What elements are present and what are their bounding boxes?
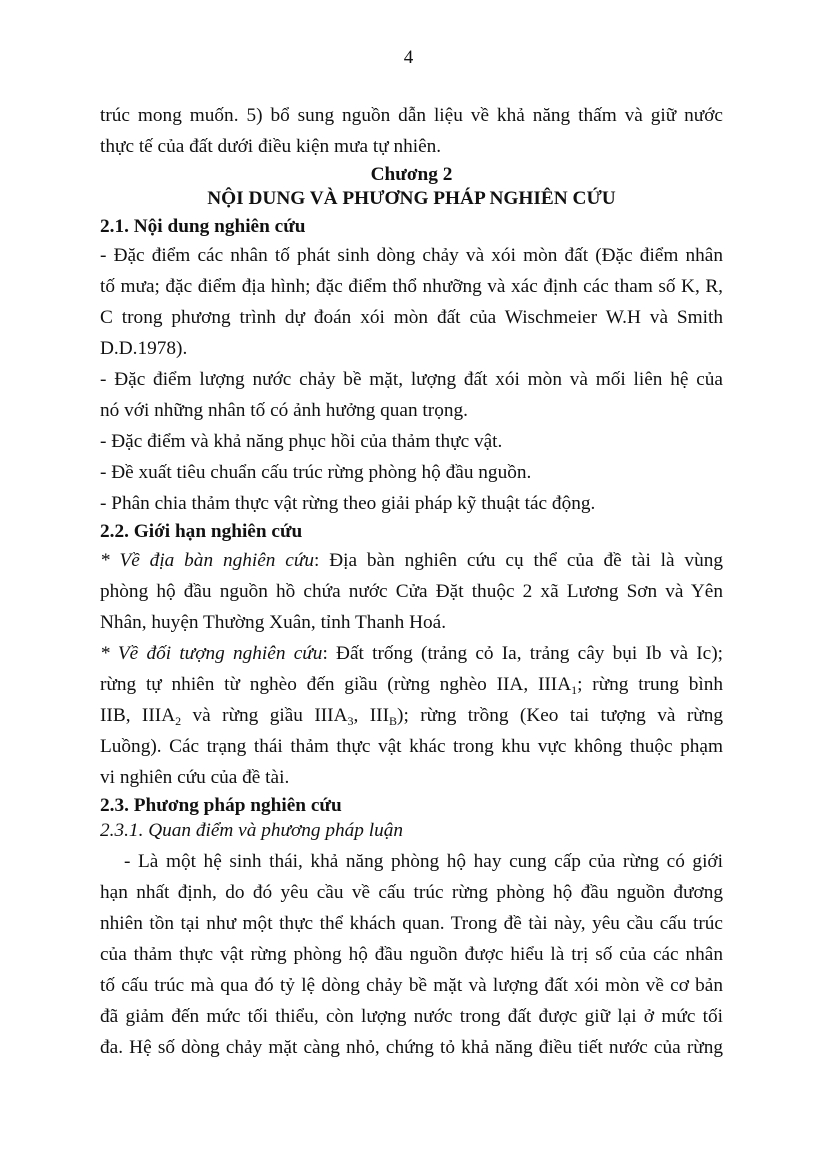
section-heading-2-2: 2.2. Giới hạn nghiên cứu — [100, 521, 303, 542]
intro-line: trúc mong muốn. 5) bổ sung nguồn dẫn liệu về khả năng thấm và giữ nước — [100, 105, 723, 126]
text-run: ; rừng trung bình — [577, 674, 723, 695]
body-line: phòng hộ đầu nguồn hồ chứa nước Cửa Đặt thuộc 2 xã Lương Sơn và Yên — [100, 581, 723, 602]
body-line — [100, 638, 723, 669]
body-line: D.D.1978). — [100, 338, 188, 359]
body-line: - Đề xuất tiêu chuẩn cấu trúc rừng phòng hộ đầu nguồn. — [100, 462, 532, 483]
subscript: B — [389, 714, 398, 728]
body-line — [100, 700, 723, 731]
chapter-label: Chương 2 — [370, 164, 453, 185]
body-line: C trong phương trình dự đoán xói mòn đất của Wischmeier W.H và Smith — [100, 307, 723, 328]
body-line: Luồng). Các trạng thái thảm thực vật khác trong khu vực không thuộc phạm — [100, 736, 723, 757]
chapter-title: NỘI DUNG VÀ PHƯƠNG PHÁP NGHIÊN CỨU — [207, 188, 616, 209]
text-run: IIB, IIIA — [100, 705, 176, 726]
body-line: nó với những nhân tố có ảnh hưởng quan trọng. — [100, 400, 468, 421]
object-text: : Đất trống (trảng cỏ Ia, trảng cây bụi Ib và Ic); — [322, 643, 723, 664]
body-line: - Phân chia thảm thực vật rừng theo giải pháp kỹ thuật tác động. — [100, 493, 596, 514]
area-label: * Về địa bàn nghiên cứu — [100, 550, 314, 571]
body-line: hạn nhất định, do đó yêu cầu về cấu trúc rừng phòng hộ đầu nguồn đương — [100, 882, 723, 903]
body-line: nhiên tồn tại như một thực thể khách quan. Trong đề tài này, yêu cầu cấu trúc — [100, 913, 723, 934]
text-run: , III — [353, 705, 390, 726]
body-line — [100, 669, 723, 700]
subscript: 1 — [571, 683, 578, 697]
area-text: : Địa bàn nghiên cứu cụ thể của đề tài là vùng — [314, 550, 723, 571]
page-number: 4 — [403, 47, 414, 68]
subscript: 3 — [347, 714, 354, 728]
document-body — [100, 100, 723, 1063]
body-line: tố cấu trúc mà qua đó tỷ lệ dòng chảy bề mặt và lượng đất xói mòn về cơ bản — [100, 975, 723, 996]
body-line: tố mưa; đặc điểm địa hình; đặc điểm thổ nhưỡng và xác định các tham số K, R, — [100, 276, 723, 297]
section-heading-2-3: 2.3. Phương pháp nghiên cứu — [100, 795, 342, 816]
body-line: - Đặc điểm các nhân tố phát sinh dòng chảy và xói mòn đất (Đặc điểm nhân — [100, 245, 723, 266]
body-line: Nhân, huyện Thường Xuân, tỉnh Thanh Hoá. — [100, 612, 447, 633]
text-run: ); rừng trồng (Keo tai tượng và rừng — [397, 705, 724, 726]
body-line: đa. Hệ số dòng chảy mặt càng nhỏ, chứng tỏ khả năng điều tiết nước của rừng — [100, 1037, 723, 1058]
body-line: đã giảm đến mức tối thiểu, còn lượng nước trong đất được giữ lại ở mức tối — [100, 1006, 723, 1027]
section-heading-2-1: 2.1. Nội dung nghiên cứu — [100, 216, 306, 237]
body-line: - Là một hệ sinh thái, khả năng phòng hộ hay cung cấp của rừng có giới — [124, 851, 723, 872]
body-line: của thảm thực vật rừng phòng hộ đầu nguồn được hiểu là trị số của các nhân — [100, 944, 723, 965]
text-run: rừng tự nhiên từ nghèo đến giầu (rừng nghèo IIA, IIIA — [100, 674, 572, 695]
subsection-heading-2-3-1: 2.3.1. Quan điểm và phương pháp luận — [100, 820, 404, 841]
subscript: 2 — [175, 714, 182, 728]
body-line: - Đặc điểm lượng nước chảy bề mặt, lượng đất xói mòn và mối liên hệ của — [100, 369, 723, 390]
body-line: - Đặc điểm và khả năng phục hồi của thảm thực vật. — [100, 431, 503, 452]
intro-line: thực tế của đất dưới điều kiện mưa tự nhiên. — [100, 136, 442, 157]
text-run: và rừng giầu IIIA — [181, 705, 348, 726]
body-line — [100, 545, 723, 576]
object-label: * Về đối tượng nghiên cứu — [100, 643, 323, 664]
body-line: vi nghiên cứu của đề tài. — [100, 767, 290, 788]
